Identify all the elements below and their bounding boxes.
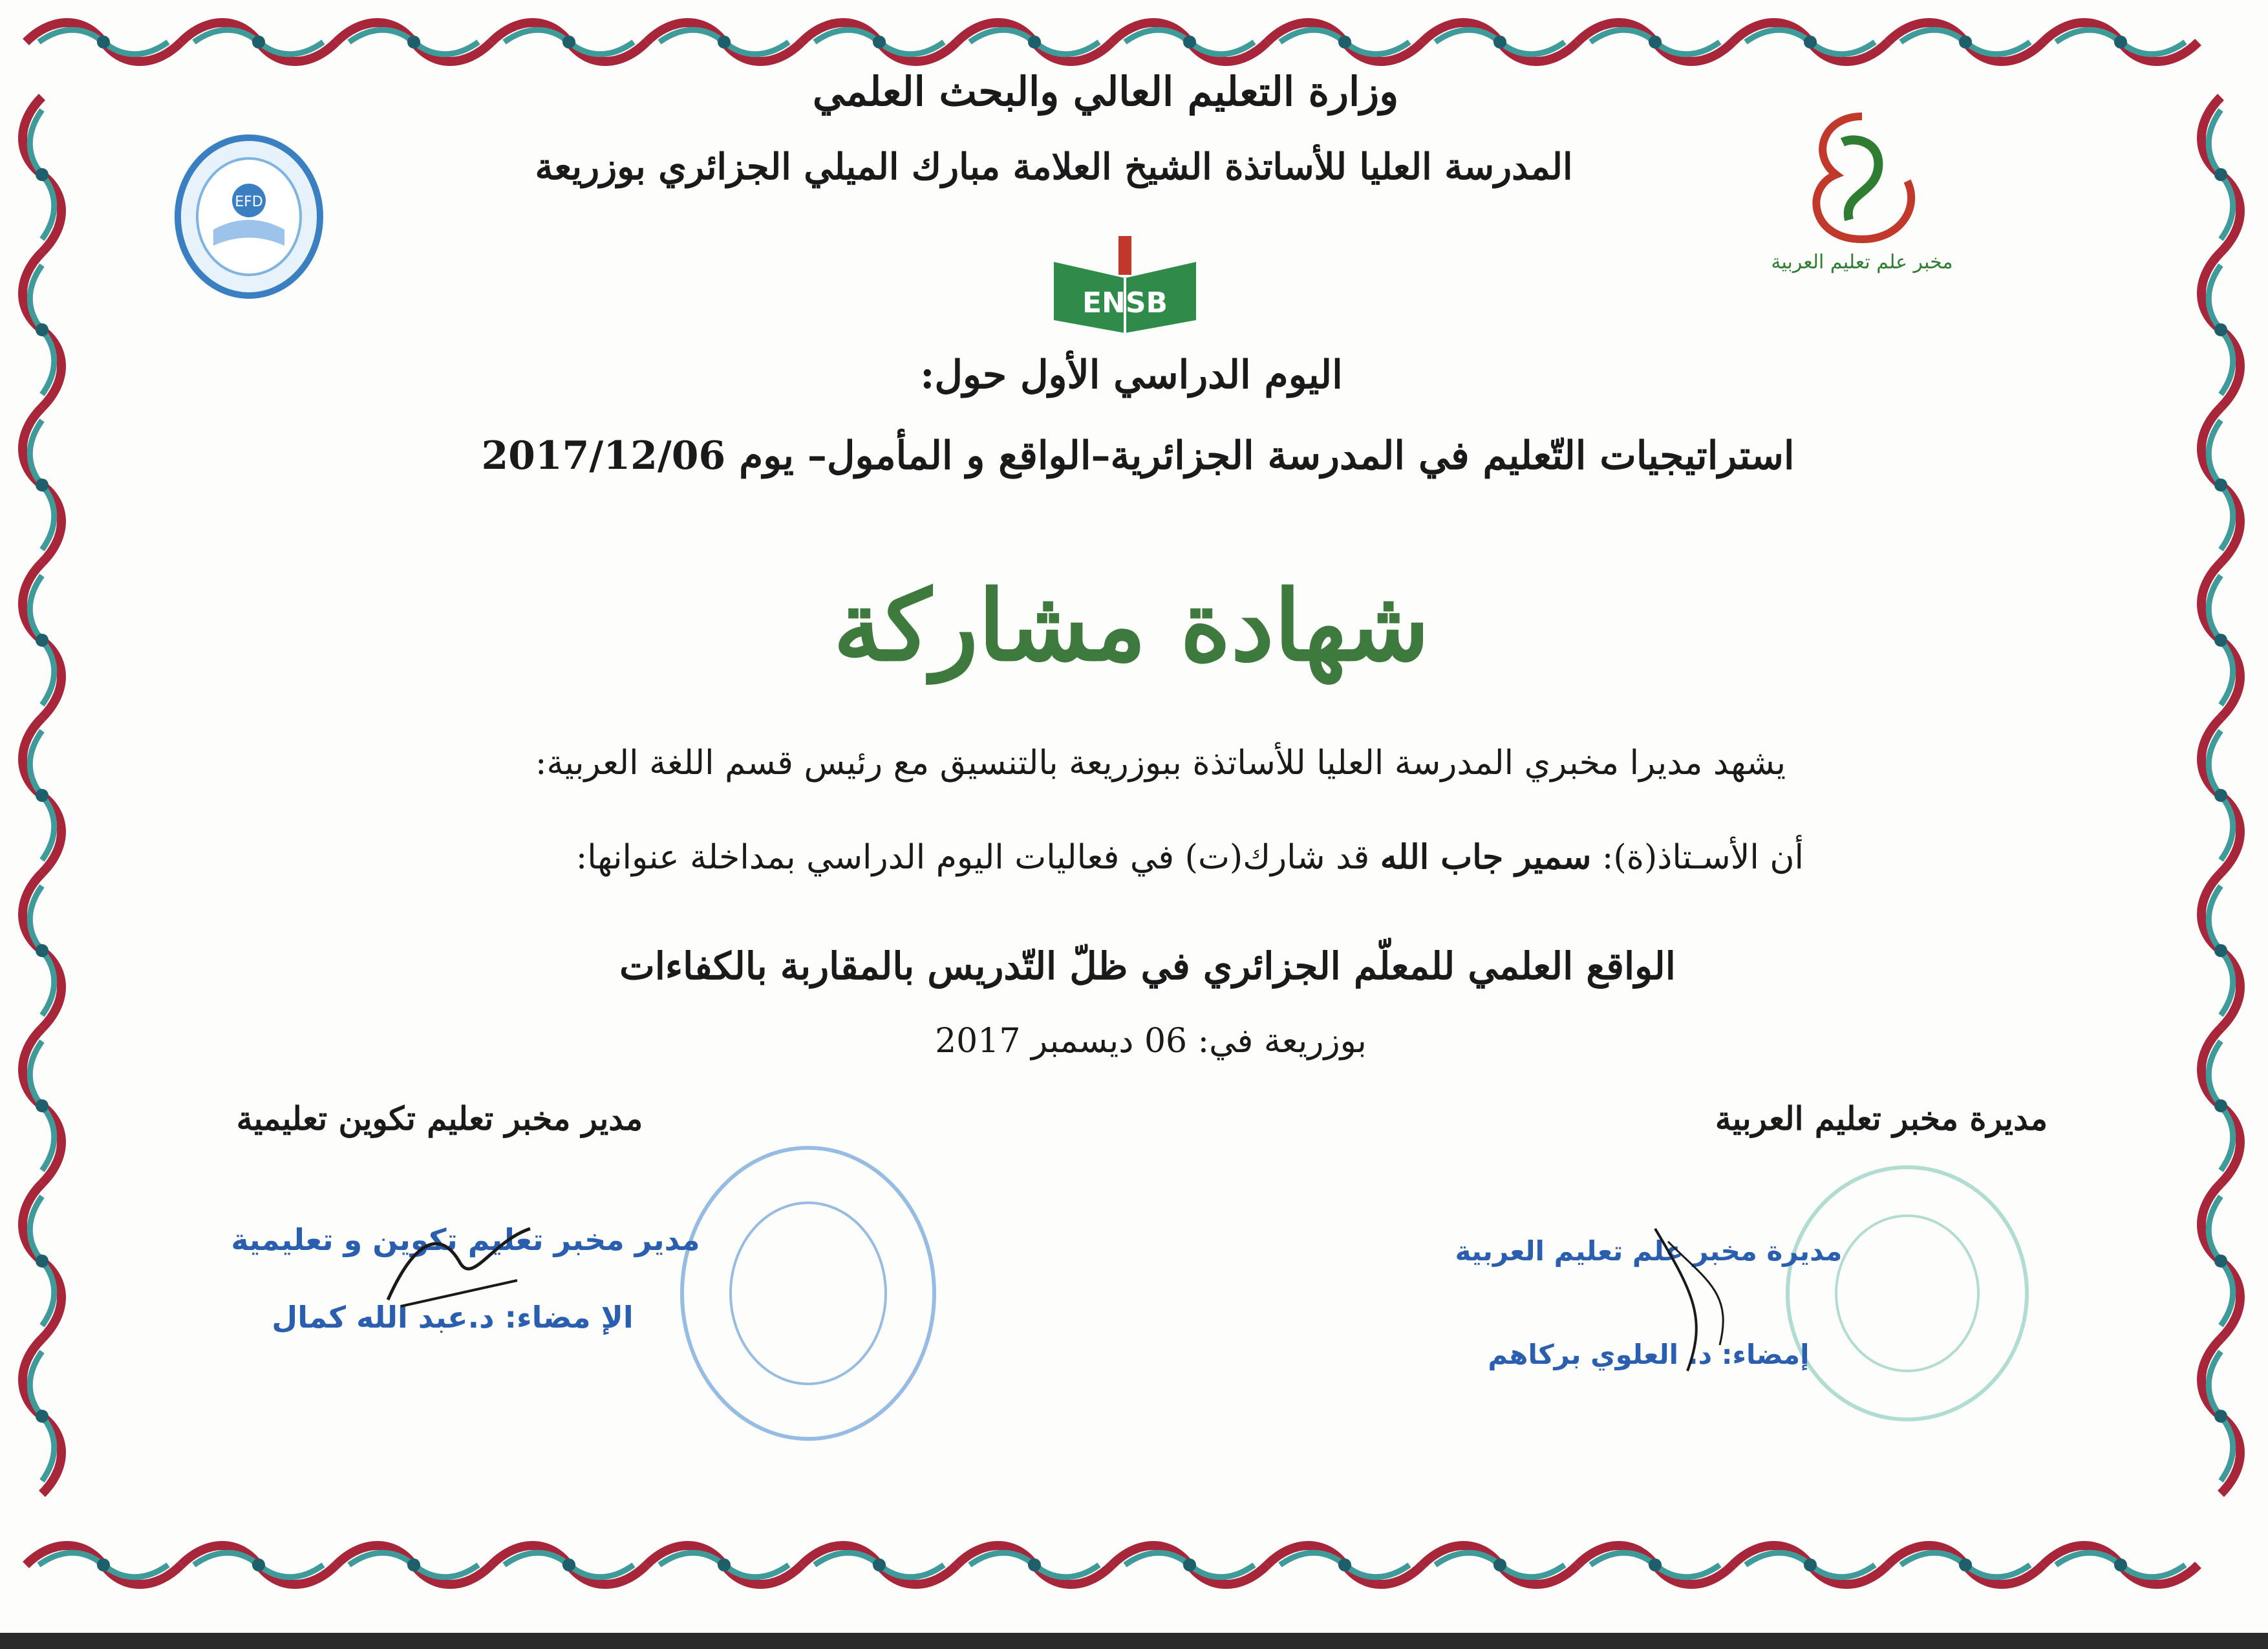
place-date: بوزريعة في: 06 ديسمبر 2017 (935, 1022, 1367, 1061)
left-handwritten-signature (362, 1203, 556, 1332)
left-stamp-line-1: مدير مخبر تعليم تكوين و تعليمية (231, 1222, 700, 1257)
participant-prefix: أن الأسـتاذ(ة): (1601, 838, 1804, 877)
right-official-stamp (1778, 1158, 2037, 1429)
participant-statement (401, 837, 1804, 877)
school-name: المدرسة العليا للأساتذة الشيخ العلامة مبارك الميلي الجزائري بوزريعة (535, 146, 1573, 188)
right-signatory-title: مديرة مخبر تعليم العربية (1715, 1099, 2048, 1137)
left-official-stamp (672, 1138, 944, 1449)
certificate-title: شهادة مشاركة (833, 569, 1430, 683)
ensb-logo-text: ENSB (1082, 286, 1168, 319)
ministry-name: وزارة التعليم العالي والبحث العلمي (812, 68, 1399, 115)
scan-edge (0, 1633, 2268, 1649)
certification-statement: يشهد مديرا مخبري المدرسة العليا للأساتذة ببوزريعة بالتنسيق مع رئيس قسم اللغة العربية: (535, 744, 1786, 782)
right-handwritten-signature (1616, 1216, 1784, 1384)
left-signatory-title: مدير مخبر تعليم تكوين تعليمية (236, 1099, 643, 1137)
left-stamp-line-2: الإ مضاء: د.عبد الله كمال (272, 1300, 634, 1335)
study-day-topic: استراتيجيات التّعليم في المدرسة الجزائرية–الواقع و المأمول– يوم 2017/12/06 (481, 433, 1795, 479)
arabic-lab-logo (1765, 97, 1959, 278)
participant-suffix: قد شارك(ت) في فعاليات اليوم الدراسي بمداخلة عنوانها: (575, 838, 1370, 877)
contribution-title: الواقع العلمي للمعلّم الجزائري في ظلّ التّدريس بالمقاربة بالكفاءات (619, 944, 1676, 988)
ensb-logo (1041, 230, 1209, 333)
efd-lab-logo (171, 133, 326, 301)
efd-badge-text: EFD (235, 194, 263, 210)
right-stamp-line-2: إمضاء: د. العلوي بركاهم (1488, 1339, 1810, 1370)
participant-name: سمير جاب الله (1380, 837, 1592, 877)
arabic-lab-logo-text: مخبر علم تعليم العربية (1771, 251, 1953, 274)
right-stamp-line-1: مديرة مخبر علم تعليم العربية (1455, 1235, 1843, 1267)
study-day-intro: اليوم الدراسي الأول حول: (920, 352, 1343, 398)
